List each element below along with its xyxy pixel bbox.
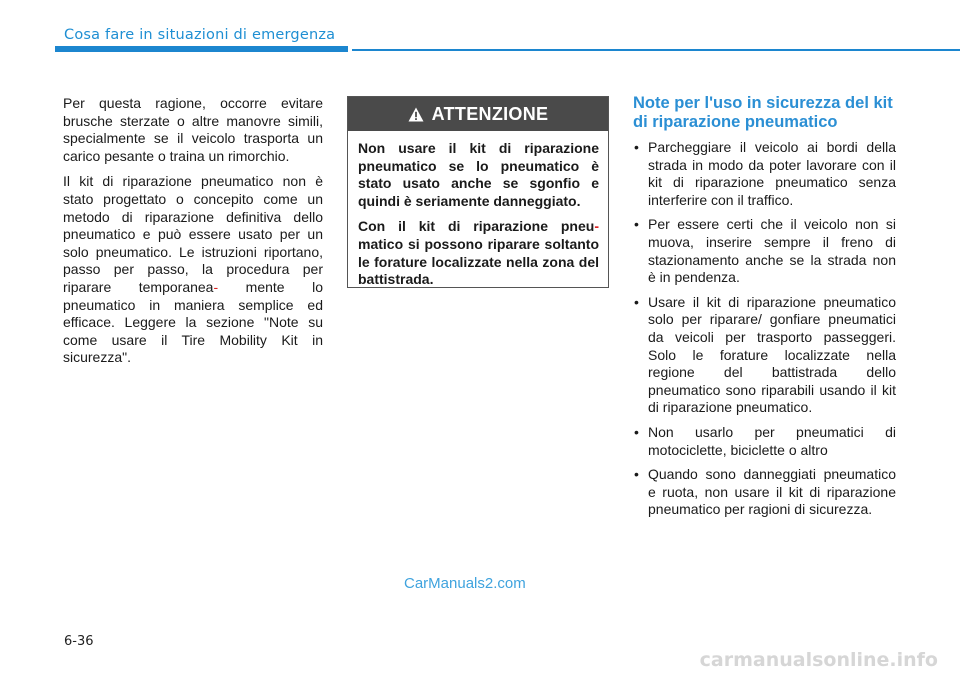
list-item bbox=[633, 139, 896, 209]
paragraph-2 bbox=[63, 173, 323, 367]
warning-paragraph-1: Non usare il kit di riparazione pneumatico se lo pneumatico è stato usato anche se sgonfio e quindi è seriamente danneggiato. bbox=[358, 140, 599, 209]
section-title: Note per l'uso in sicurezza del kit di riparazione pneumatico bbox=[633, 94, 893, 131]
warning-box bbox=[347, 96, 609, 288]
bullet-icon: • bbox=[634, 139, 639, 155]
paragraph-2-text-b: mente lo pneumatico in maniera semplice ed efficace. Leggere la sezione "Note su come usare il Tire Mobility Kit in sicurezza". bbox=[63, 278, 323, 366]
list-item-text: Quando sono danneggiati pneumatico e ruota, non usare il kit di riparazione pneumatico per ragioni di sicurezza. bbox=[648, 466, 896, 518]
warning-header bbox=[348, 97, 608, 131]
paragraph-2-text-a: Il kit di riparazione pneumatico non è stato progettato o concepito come un metodo di riparazione definitiva dello pneumatico e può essere usato per un solo pneumatico. Le istruzioni riportano, passo per passo, la procedura per riparare temporanea bbox=[63, 173, 323, 295]
warning-body bbox=[348, 131, 608, 289]
warning-paragraph-2-text-b: matico si possono riparare soltanto le forature localizzate nella zona del battistrada. bbox=[358, 235, 599, 288]
warning-title: ATTENZIONE bbox=[431, 103, 549, 124]
list-item-text: Usare il kit di riparazione pneumatico solo per riparare/ gonfiare pneumatici da veicoli per trasporto passeggeri. Solo le forature localizzate nella regione del battistrada dello pneumatico sono riparabili usando il kit di riparazione pneumatico. bbox=[648, 293, 896, 416]
section-header-title: Cosa fare in situazioni di emergenza bbox=[64, 27, 336, 43]
list-item-text: Parcheggiare il veicolo ai bordi della strada in modo da poter lavorare con il kit di riparazione pneumatico senza interferire con il traffico. bbox=[648, 139, 896, 208]
bullet-icon: • bbox=[634, 216, 639, 233]
list-item bbox=[633, 466, 896, 519]
header-accent-bar bbox=[55, 46, 348, 52]
list-item bbox=[633, 216, 896, 286]
list-item bbox=[633, 294, 896, 417]
bullet-icon: • bbox=[634, 293, 639, 310]
header-divider-line bbox=[352, 49, 960, 51]
warning-triangle-icon bbox=[408, 107, 424, 122]
list-item-text: Non usarlo per pneumatici di motociclette, biciclette o altro bbox=[648, 423, 896, 458]
watermark-link[interactable]: CarManuals2.com bbox=[404, 575, 526, 592]
paragraph-1: Per questa ragione, occorre evitare brusche sterzate o altre manovre simili, specialmente se il veicolo trasporta un carico pesante o traina un rimorchio. bbox=[63, 95, 323, 164]
warning-paragraph-2-text-a: Con il kit di riparazione pneu bbox=[358, 218, 595, 235]
warning-hyphen-mark: - bbox=[594, 218, 599, 235]
warning-paragraph-2 bbox=[358, 218, 599, 288]
list-item bbox=[633, 424, 896, 459]
page-number: 6-36 bbox=[64, 634, 94, 649]
hyphen-mark: - bbox=[213, 278, 219, 295]
footer-watermark: carmanualsonline.info bbox=[699, 649, 938, 671]
left-column bbox=[63, 95, 323, 375]
bullet-icon: • bbox=[634, 423, 639, 440]
bullet-icon: • bbox=[634, 466, 639, 483]
safety-notes-list bbox=[633, 139, 896, 519]
list-item-text: Per essere certi che il veicolo non si muova, inserire sempre il freno di stazionamento anche se la strada non è in pendenza. bbox=[648, 216, 896, 286]
right-column bbox=[633, 94, 896, 526]
